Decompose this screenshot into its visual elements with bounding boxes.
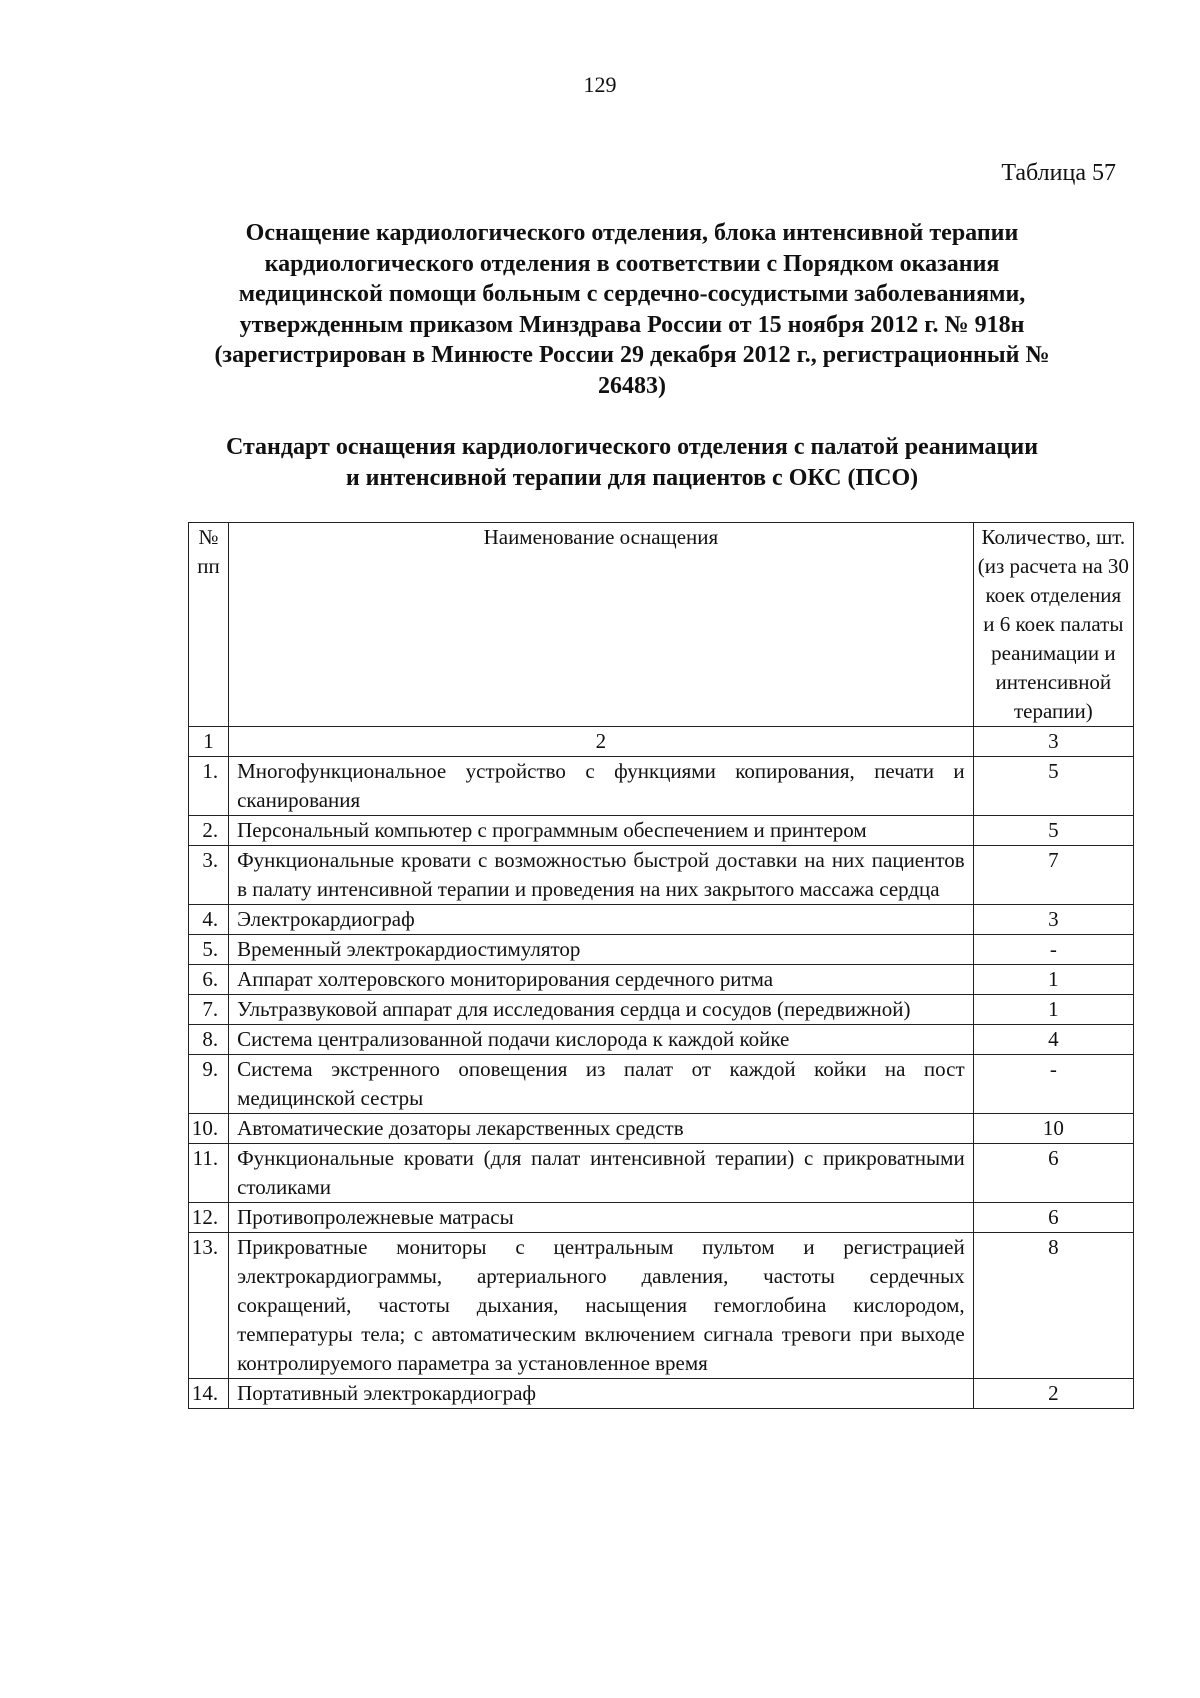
row-name: Портативный электрокардиограф <box>229 1379 974 1409</box>
row-qty: 10 <box>973 1114 1133 1144</box>
table-row <box>189 816 1134 846</box>
row-num: 5. <box>189 935 229 965</box>
row-qty: 8 <box>973 1233 1133 1379</box>
table-index-row <box>189 727 1134 757</box>
table-row <box>189 965 1134 995</box>
row-name: Система централизованной подачи кислорода к каждой койке <box>229 1025 974 1055</box>
row-num: 10. <box>189 1114 229 1144</box>
table-row <box>189 1025 1134 1055</box>
table-label: Таблица 57 <box>1001 160 1116 186</box>
table-row <box>189 995 1134 1025</box>
table-row <box>189 1233 1134 1379</box>
header-qty: Количество, шт. (из расчета на 30 коек отделения и 6 коек палаты реанимации и интенсивной терапии) <box>973 523 1133 727</box>
row-name: Функциональные кровати (для палат интенсивной терапии) с прикроватными столиками <box>229 1144 974 1203</box>
row-qty: - <box>973 1055 1133 1114</box>
header-name: Наименование оснащения <box>229 523 974 727</box>
row-qty: 7 <box>973 846 1133 905</box>
row-num: 6. <box>189 965 229 995</box>
table-header-row <box>189 523 1134 727</box>
row-name: Временный электрокардиостимулятор <box>229 935 974 965</box>
row-num: 7. <box>189 995 229 1025</box>
row-num: 8. <box>189 1025 229 1055</box>
row-qty: 4 <box>973 1025 1133 1055</box>
row-num: 3. <box>189 846 229 905</box>
row-num: 9. <box>189 1055 229 1114</box>
page-number: 129 <box>583 72 617 97</box>
index-cell: 2 <box>229 727 974 757</box>
row-name: Противопролежневые матрасы <box>229 1203 974 1233</box>
row-num: 12. <box>189 1203 229 1233</box>
header-num: № пп <box>189 523 229 727</box>
index-cell: 1 <box>189 727 229 757</box>
row-name: Многофункциональное устройство с функциями копирования, печати и сканирования <box>229 757 974 816</box>
row-name: Прикроватные мониторы с центральным пультом и регистрацией электрокардиограммы, артериального давления, частоты сердечных сокращений, частоты дыхания, насыщения гемоглобина кислородом, температуры тела; с автоматическим включением сигнала тревоги при выходе контролируемого параметра за установленное время <box>229 1233 974 1379</box>
row-num: 11. <box>189 1144 229 1203</box>
row-qty: 3 <box>973 905 1133 935</box>
row-qty: 6 <box>973 1144 1133 1203</box>
table-row <box>189 905 1134 935</box>
row-name: Система экстренного оповещения из палат от каждой койки на пост медицинской сестры <box>229 1055 974 1114</box>
document-subtitle: Стандарт оснащения кардиологического отделения с палатой реанимации и интенсивной терапии для пациентов с ОКС (ПСО) <box>225 434 1039 491</box>
table-row <box>189 1203 1134 1233</box>
row-name: Аппарат холтеровского мониторирования сердечного ритма <box>229 965 974 995</box>
table-row <box>189 935 1134 965</box>
row-qty: 6 <box>973 1203 1133 1233</box>
row-num: 1. <box>189 757 229 816</box>
row-num: 13. <box>189 1233 229 1379</box>
row-num: 14. <box>189 1379 229 1409</box>
row-qty: 1 <box>973 965 1133 995</box>
table-row <box>189 1144 1134 1203</box>
row-qty: 5 <box>973 757 1133 816</box>
table-row <box>189 757 1134 816</box>
row-qty: 2 <box>973 1379 1133 1409</box>
row-qty: - <box>973 935 1133 965</box>
row-qty: 1 <box>973 995 1133 1025</box>
index-cell: 3 <box>973 727 1133 757</box>
table-row <box>189 1055 1134 1114</box>
row-num: 2. <box>189 816 229 846</box>
table-row <box>189 1379 1134 1409</box>
row-qty: 5 <box>973 816 1133 846</box>
row-name: Функциональные кровати с возможностью быстрой доставки на них пациентов в палату интенсивной терапии и проведения на них закрытого массажа сердца <box>229 846 974 905</box>
row-name: Электрокардиограф <box>229 905 974 935</box>
row-name: Ультразвуковой аппарат для исследования сердца и сосудов (передвижной) <box>229 995 974 1025</box>
row-num: 4. <box>189 905 229 935</box>
row-name: Автоматические дозаторы лекарственных средств <box>229 1114 974 1144</box>
table-row <box>189 846 1134 905</box>
equipment-table <box>188 522 1134 1409</box>
document-title: Оснащение кардиологического отделения, блока интенсивной терапии кардиологического отделения в соответствии с Порядком оказания медицинской помощи больным с сердечно-сосудистыми заболеваниями, утвержденным приказом Минздрава России от 15 ноября 2012 г. № 918н (зарегистрирован в Минюсте России 29 декабря 2012 г., регистрационный № 26483) <box>214 220 1050 399</box>
table-row <box>189 1114 1134 1144</box>
row-name: Персональный компьютер с программным обеспечением и принтером <box>229 816 974 846</box>
